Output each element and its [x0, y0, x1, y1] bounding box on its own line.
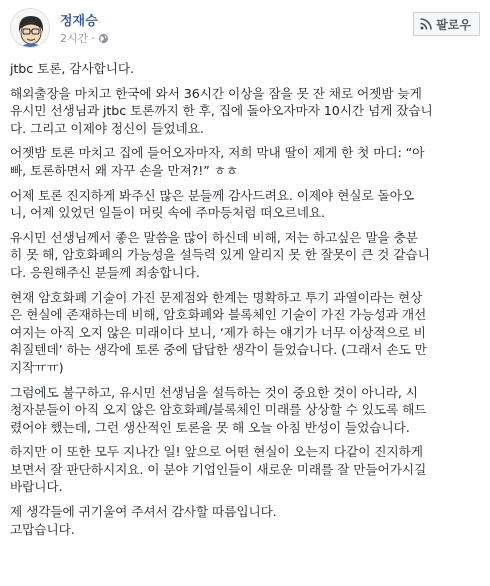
- follow-label: 팔로우: [436, 17, 471, 32]
- post-paragraph: 그럼에도 불구하고, 유시민 선생님을 설득하는 것이 중요한 것이 아니라, 시 청자분들이 아직 오지 않은 암호화폐/블록체인 미래를 상상할 수 있도록 해드 렸어야 했는데, 그런 생산적인 토론을 못 해 오늘 아침 반성이 들었습니다.: [10, 384, 427, 435]
- meta-separator: ·: [91, 31, 95, 45]
- follow-button[interactable]: [413, 12, 480, 36]
- post-paragraph: 제 생각들에 귀기울여 주셔서 감사할 따름입니다. 고맙습니다.: [10, 504, 277, 537]
- post-paragraph: 현재 암호화폐 기술이 가진 문제점와 한계는 명확하고 투기 과열이라는 현상 은 현실에 존재하는데 비해, 암호화폐와 블록체인 기술이 가진 가능성과 개선 여지는 아직 오지 않은 미래이다 보니, ‘제가 하는 얘기가 너무 이상적으로 비 춰질텐데’ 하는 생각에 토론 중에 답답한 생각이 들었습니다. (그래서 손도 만 지작ㅠㅠ): [10, 289, 427, 375]
- post-paragraph: 유시민 선생님께서 좋은 말씀을 많이 하신데 비해, 저는 하고싶은 말을 충분 히 못 해, 암호화폐의 가능성을 설득력 있게 알리지 못 한 잘못이 큰 것 같습니 다. 응원해주신 분들께 죄송합니다.: [10, 229, 430, 280]
- avatar-drawing: [11, 9, 50, 48]
- post-paragraph: 어젯밤 토론 마치고 집에 들어오자마자, 저희 막내 딸이 제게 한 첫 마디: “아 빠, 토론하면서 왜 자꾸 손을 만져?!” ㅎㅎ: [10, 145, 425, 178]
- post-paragraph: 해외출장을 마치고 한국에 와서 36시간 이상을 잠을 못 잔 채로 어젯밤 늦게 유시민 선생님과 jtbc 토론까지 한 후, 집에 돌아오자마자 10시간 넘게 잤습니 다. 그리고 이제야 정신이 들었네요.: [10, 85, 433, 136]
- post-timestamp[interactable]: 2시간: [60, 32, 89, 45]
- post-body: [10, 60, 480, 545]
- post-paragraph: 어제 토론 진지하게 봐주신 많은 분들께 감사드려요. 이제야 현실로 돌아오 니, 어제 있었던 일들이 머릿 속에 주마등처럼 떠오르네요.: [10, 187, 415, 221]
- author-name[interactable]: 정재승: [60, 14, 98, 29]
- post-header: [10, 8, 480, 52]
- post-paragraph: jtbc 토론, 감사합니다.: [10, 61, 134, 76]
- post-paragraph: 하지만 이 또한 모두 지나간 일! 앞으로 어떤 현실이 오는지 다같이 진지하게 보면서 잘 판단하시지요. 이 분야 기업인들이 새로운 미래를 잘 만들어가시길 바랍니다.: [10, 444, 427, 495]
- post-meta: [60, 30, 109, 46]
- globe-icon[interactable]: [98, 33, 109, 44]
- rss-icon: [420, 18, 432, 30]
- author-avatar[interactable]: [10, 8, 50, 48]
